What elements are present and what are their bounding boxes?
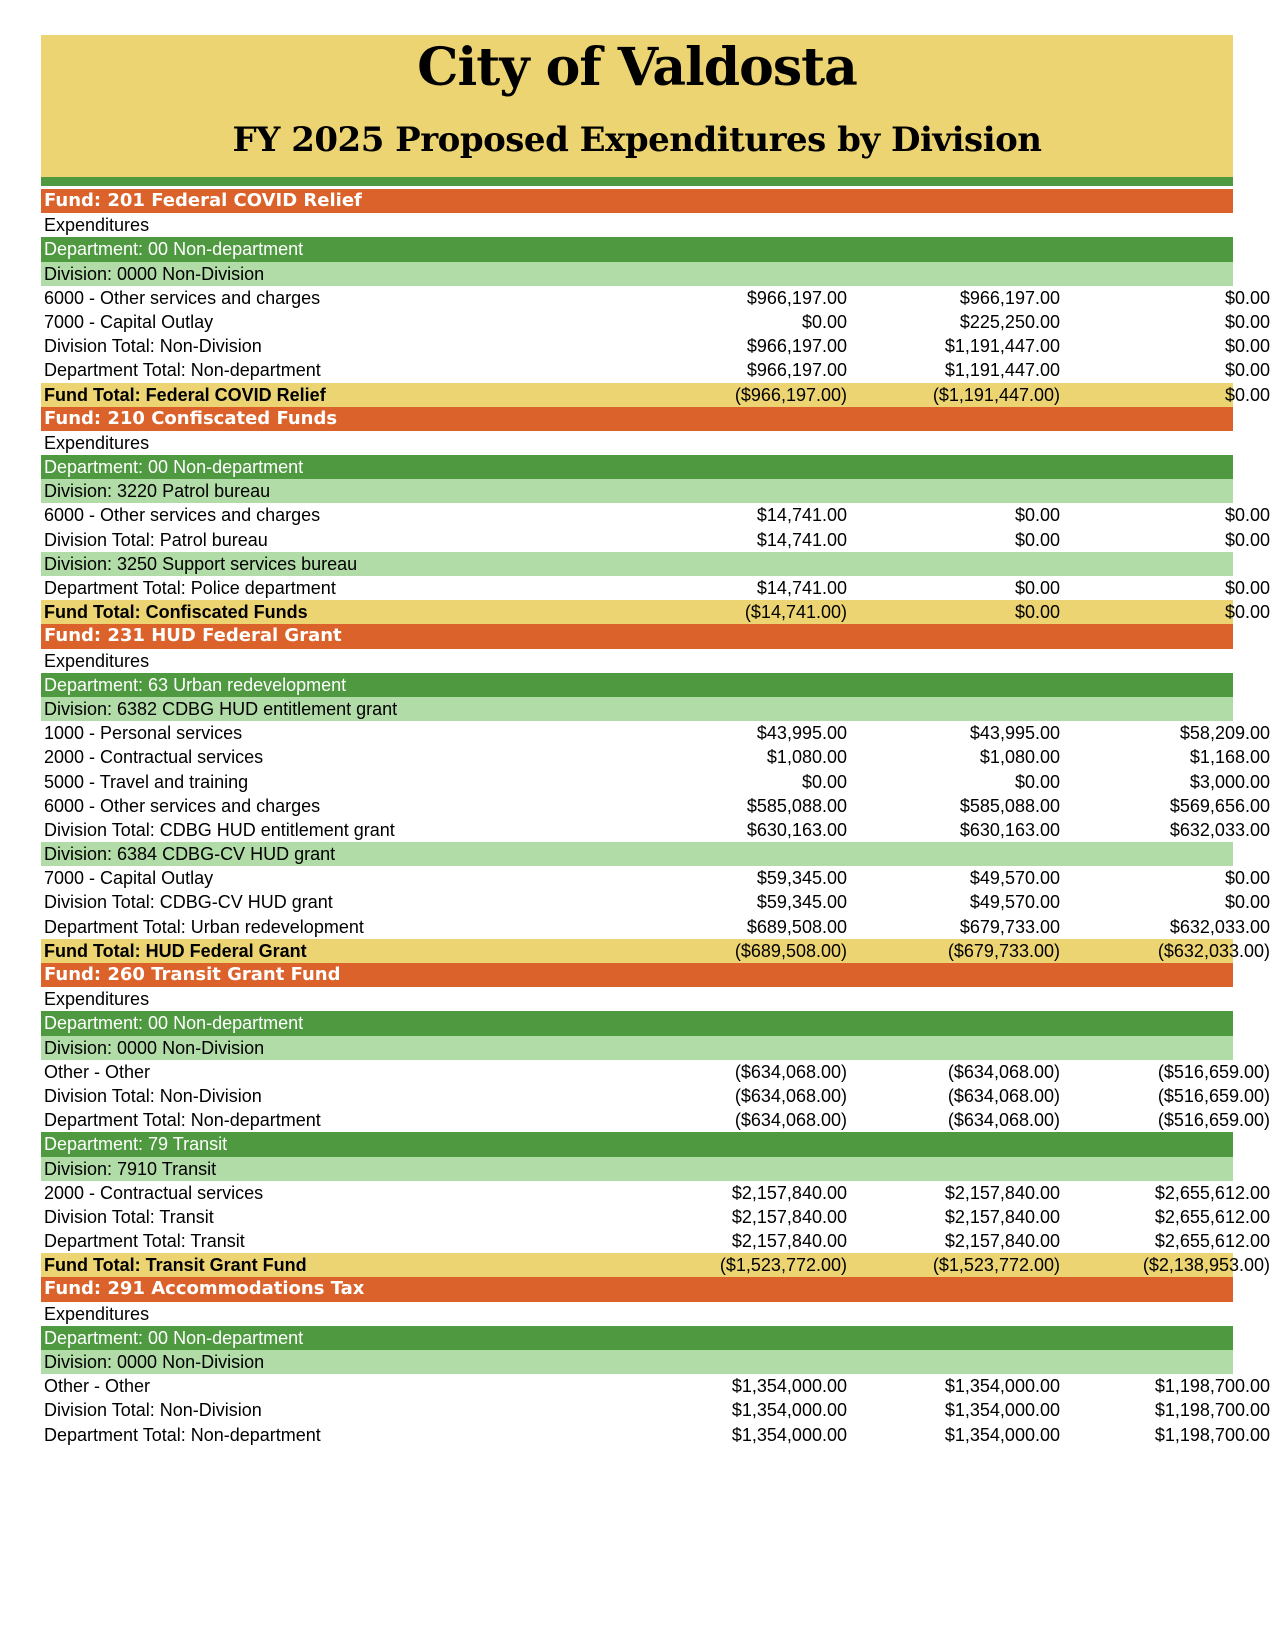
report-header (41, 35, 1233, 177)
row-label: Division Total: Patrol bureau (44, 529, 268, 550)
row-label: Division Total: Non-Division (44, 1085, 262, 1106)
table-row (41, 1302, 1233, 1326)
amount-cell: $1,080.00 (979, 747, 1060, 768)
row-label: 6000 - Other services and charges (44, 795, 321, 816)
amount-cell: $1,354,000.00 (944, 1400, 1060, 1421)
division-header-row (41, 479, 1233, 503)
fund-header-row (41, 1277, 1233, 1301)
amount-cell: $1,191,447.00 (944, 336, 1060, 357)
fund-header-row (41, 407, 1233, 431)
amount-cell: $1,354,000.00 (731, 1376, 847, 1397)
row-label: Department Total: Non-department (44, 1110, 321, 1131)
row-label: Fund Total: Confiscated Funds (44, 602, 308, 623)
amount-cell: ($634,068.00) (947, 1061, 1060, 1082)
amount-cell: ($634,068.00) (734, 1061, 847, 1082)
table-row (41, 503, 1270, 527)
row-label: Department Total: Urban redevelopment (44, 916, 364, 937)
row-label: 7000 - Capital Outlay (44, 311, 214, 332)
amount-cell: ($1,523,772.00) (932, 1255, 1060, 1276)
amount-cell: $43,995.00 (756, 723, 847, 744)
amount-cell: $966,197.00 (746, 287, 847, 308)
department-header-row (41, 673, 1233, 697)
row-label: Department Total: Non-department (44, 1424, 321, 1445)
amount-cell: $632,033.00 (1169, 916, 1270, 937)
table-row (41, 1398, 1270, 1422)
amount-cell: $0.00 (1224, 505, 1270, 526)
amount-cell: $14,741.00 (756, 578, 847, 598)
division-header-row (41, 1350, 1233, 1374)
amount-cell: ($966,197.00) (734, 384, 847, 405)
header-divider-bar (41, 177, 1233, 186)
amount-cell: $966,197.00 (959, 287, 1060, 308)
row-label: Fund: 260 Transit Grant Fund (44, 964, 341, 985)
row-label: Other - Other (44, 1061, 151, 1082)
amount-cell: $0.00 (1224, 311, 1270, 332)
amount-cell: $59,345.00 (756, 892, 847, 913)
department-header-row (41, 455, 1233, 479)
row-label: Division: 7910 Transit (44, 1158, 217, 1179)
row-label: Department: 00 Non-department (44, 457, 304, 478)
row-label: Division: 3250 Support services bureau (44, 553, 358, 574)
table-row (41, 286, 1270, 310)
amount-cell: $0.00 (1014, 602, 1060, 623)
row-label: Fund: 231 HUD Federal Grant (44, 625, 342, 647)
row-label: Fund: 210 Confiscated Funds (44, 407, 338, 429)
row-label: Department: 00 Non-department (44, 1327, 304, 1348)
amount-cell: $2,655,612.00 (1154, 1231, 1270, 1252)
table-row (41, 358, 1270, 382)
table-row (41, 770, 1270, 794)
row-label: Division: 3220 Patrol bureau (44, 481, 271, 502)
amount-cell: $49,570.00 (969, 868, 1060, 889)
table-row (41, 649, 1233, 673)
row-label: 2000 - Contractual services (44, 747, 264, 768)
department-header-row (41, 237, 1233, 261)
amount-cell: $0.00 (1224, 578, 1270, 598)
fund-header-row (41, 624, 1233, 648)
table-row (41, 818, 1270, 842)
row-label: Department: 00 Non-department (44, 239, 304, 260)
row-label: Other - Other (44, 1376, 151, 1397)
amount-cell: $0.00 (1224, 287, 1270, 308)
division-header-row (41, 552, 1233, 576)
amount-cell: $1,354,000.00 (944, 1376, 1060, 1397)
amount-cell: $689,508.00 (746, 916, 847, 937)
amount-cell: $43,995.00 (969, 723, 1060, 744)
amount-cell: $1,354,000.00 (731, 1400, 847, 1421)
table-row (41, 1205, 1270, 1229)
amount-cell: ($632,033.00) (1157, 940, 1270, 961)
amount-cell: ($679,733.00) (947, 940, 1060, 961)
fund-total-row (41, 600, 1270, 624)
amount-cell: $679,733.00 (959, 916, 1060, 937)
row-label: Department: 79 Transit (44, 1134, 228, 1155)
row-label: Fund Total: HUD Federal Grant (44, 940, 307, 961)
amount-cell: $2,157,840.00 (944, 1182, 1060, 1203)
amount-cell: $2,655,612.00 (1154, 1182, 1270, 1203)
row-label: Division: 0000 Non-Division (44, 1037, 265, 1058)
row-label: Division: 6384 CDBG-CV HUD grant (44, 844, 336, 865)
amount-cell: $1,080.00 (766, 747, 847, 768)
table-row (41, 1423, 1270, 1447)
table-row (41, 576, 1270, 600)
table-row (41, 890, 1270, 914)
amount-cell: $0.00 (1224, 529, 1270, 550)
row-label: Department Total: Police department (44, 578, 336, 598)
amount-cell: $2,157,840.00 (731, 1182, 847, 1203)
row-label: Fund Total: Transit Grant Fund (44, 1255, 307, 1276)
table-row (41, 915, 1270, 939)
amount-cell: $1,191,447.00 (944, 360, 1060, 381)
division-header-row (41, 1157, 1233, 1181)
table-row (41, 794, 1270, 818)
amount-cell: ($1,191,447.00) (932, 384, 1060, 405)
fund-total-row (41, 939, 1270, 963)
amount-cell: $1,354,000.00 (944, 1424, 1060, 1445)
amount-cell: $632,033.00 (1169, 819, 1270, 840)
row-label: Department: 00 Non-department (44, 1013, 304, 1034)
table-row (41, 334, 1270, 358)
row-label: Department Total: Transit (44, 1231, 245, 1252)
table-row (41, 1181, 1270, 1205)
amount-cell: $2,157,840.00 (731, 1231, 847, 1252)
amount-cell: $0.00 (1014, 505, 1060, 526)
division-header-row (41, 697, 1233, 721)
amount-cell: $0.00 (1224, 384, 1270, 405)
amount-cell: $966,197.00 (746, 336, 847, 357)
fund-header-row (41, 963, 1233, 987)
amount-cell: $585,088.00 (959, 795, 1060, 816)
page-subtitle: FY 2025 Proposed Expenditures by Division (232, 120, 1042, 160)
amount-cell: $0.00 (1224, 336, 1270, 357)
amount-cell: ($14,741.00) (744, 602, 847, 623)
amount-cell: ($634,068.00) (947, 1085, 1060, 1106)
row-label: Division: 0000 Non-Division (44, 1352, 265, 1372)
amount-cell: $0.00 (1014, 771, 1060, 792)
row-label: Division: 6382 CDBG HUD entitlement grant (44, 698, 398, 719)
row-label: 1000 - Personal services (44, 723, 243, 744)
amount-cell: $49,570.00 (969, 892, 1060, 913)
amount-cell: ($634,068.00) (947, 1110, 1060, 1131)
table-row (41, 987, 1233, 1011)
division-header-row (41, 842, 1233, 866)
fund-header-row (41, 189, 1233, 213)
row-label: Division: 0000 Non-Division (44, 263, 265, 284)
amount-cell: $225,250.00 (959, 311, 1060, 332)
amount-cell: $966,197.00 (746, 360, 847, 381)
row-label: 7000 - Capital Outlay (44, 868, 214, 889)
amount-cell: $0.00 (1014, 578, 1060, 598)
table-row (41, 310, 1270, 334)
table-row (41, 1374, 1270, 1398)
amount-cell: $1,168.00 (1189, 747, 1270, 768)
row-label: Division Total: CDBG HUD entitlement grant (44, 819, 395, 840)
row-label: Division Total: Transit (44, 1206, 214, 1227)
amount-cell: ($516,659.00) (1157, 1110, 1270, 1131)
row-label: Expenditures (44, 215, 150, 236)
amount-cell: $630,163.00 (959, 819, 1060, 840)
amount-cell: $14,741.00 (756, 529, 847, 550)
table-row (41, 1108, 1270, 1132)
division-header-row (41, 1036, 1233, 1060)
row-label: Division Total: CDBG-CV HUD grant (44, 892, 333, 913)
amount-cell: $0.00 (801, 771, 847, 792)
amount-cell: $3,000.00 (1189, 771, 1270, 792)
amount-cell: $1,198,700.00 (1154, 1424, 1270, 1445)
amount-cell: $59,345.00 (756, 868, 847, 889)
amount-cell: ($2,138,953.00) (1142, 1255, 1270, 1276)
page-title: City of Valdosta (417, 37, 857, 98)
table-row (41, 721, 1270, 745)
table-row (41, 213, 1233, 237)
amount-cell: $569,656.00 (1169, 795, 1270, 816)
amount-cell: ($516,659.00) (1157, 1061, 1270, 1082)
row-label: Expenditures (44, 432, 150, 453)
amount-cell: $1,198,700.00 (1154, 1400, 1270, 1421)
amount-cell: $0.00 (1224, 602, 1270, 623)
row-label: Division Total: Non-Division (44, 1400, 262, 1421)
row-label: 6000 - Other services and charges (44, 505, 321, 526)
amount-cell: $585,088.00 (746, 795, 847, 816)
row-label: Division Total: Non-Division (44, 336, 262, 357)
table-row (41, 866, 1270, 890)
department-header-row (41, 1132, 1233, 1156)
row-label: Fund Total: Federal COVID Relief (44, 384, 326, 405)
amount-cell: ($634,068.00) (734, 1085, 847, 1106)
amount-cell: $0.00 (1224, 868, 1270, 889)
table-row (41, 1060, 1270, 1084)
amount-cell: ($1,523,772.00) (719, 1255, 847, 1276)
amount-cell: $2,655,612.00 (1154, 1206, 1270, 1227)
amount-cell: $1,198,700.00 (1154, 1376, 1270, 1397)
table-row (41, 431, 1233, 455)
table-row (41, 528, 1270, 552)
amount-cell: $0.00 (801, 311, 847, 332)
table-row (41, 1229, 1270, 1253)
row-label: 6000 - Other services and charges (44, 287, 321, 308)
row-label: 5000 - Travel and training (44, 771, 249, 792)
amount-cell: $58,209.00 (1179, 723, 1270, 744)
row-label: Expenditures (44, 989, 150, 1010)
fund-total-row (41, 1253, 1270, 1277)
table-row (41, 745, 1270, 769)
amount-cell: ($634,068.00) (734, 1110, 847, 1131)
amount-cell: $1,354,000.00 (731, 1424, 847, 1445)
fund-total-row (41, 383, 1270, 407)
division-header-row (41, 262, 1233, 286)
amount-cell: $0.00 (1014, 529, 1060, 550)
row-label: Expenditures (44, 650, 150, 671)
amount-cell: $2,157,840.00 (944, 1206, 1060, 1227)
amount-cell: $0.00 (1224, 892, 1270, 913)
amount-cell: $630,163.00 (746, 819, 847, 840)
amount-cell: $0.00 (1224, 360, 1270, 381)
row-label: Fund: 201 Federal COVID Relief (44, 190, 362, 211)
row-label: Expenditures (44, 1303, 150, 1324)
table-row (41, 1084, 1270, 1108)
row-label: Department: 63 Urban redevelopment (44, 674, 347, 695)
expenditures-table (41, 189, 1270, 1447)
amount-cell: ($516,659.00) (1157, 1085, 1270, 1106)
row-label: Department Total: Non-department (44, 360, 321, 381)
amount-cell: ($689,508.00) (734, 940, 847, 961)
department-header-row (41, 1326, 1233, 1350)
amount-cell: $2,157,840.00 (944, 1231, 1060, 1252)
row-label: Fund: 291 Accommodations Tax (44, 1278, 365, 1300)
row-label: 2000 - Contractual services (44, 1182, 264, 1203)
amount-cell: $14,741.00 (756, 505, 847, 526)
amount-cell: $2,157,840.00 (731, 1206, 847, 1227)
department-header-row (41, 1011, 1233, 1035)
